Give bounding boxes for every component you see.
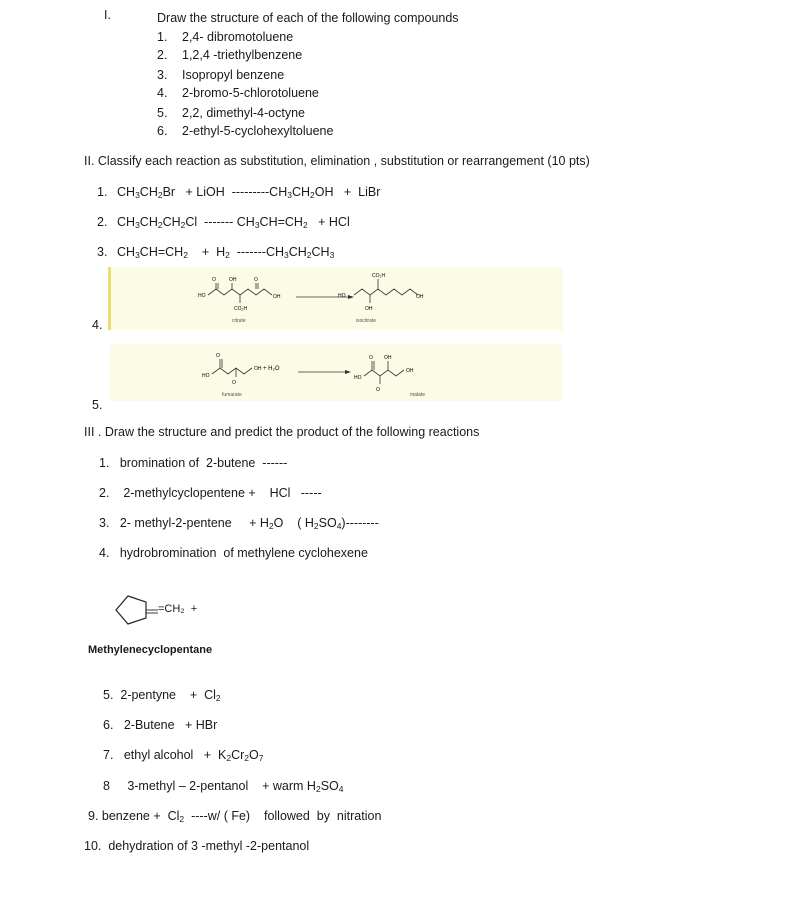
reaction-number: 3. [97,245,108,259]
malate-caption: malate [410,392,426,398]
reaction-item: 5. 2-pentyne + $Cl_2$ [103,688,221,703]
section1-numeral: I. [104,8,111,22]
reaction-item: 10. dehydration of 3 -methyl -2-pentanol [84,839,310,853]
compound-number: 4. [157,86,168,100]
compound-name: 2,2, dimethyl-4-octyne [182,106,305,120]
fumarate-caption: fumarate [222,392,242,398]
reaction-number: 2. [97,215,108,229]
isocitrate-caption: isocitrate [356,318,377,324]
item4-number: 4. [92,318,103,332]
svg-text:OH: OH [365,306,373,312]
compound-name: 1,2,4 -triethylbenzene [182,48,303,62]
svg-text:HO: HO [202,373,210,379]
svg-text:O: O [254,277,258,283]
reaction-equation: $CH_3CH=CH_2$ + $H_2$ $-------CH_3CH_2CH_3$ [117,245,335,260]
compound-name: 2,4- dibromotoluene [182,30,294,44]
svg-text:O: O [232,380,236,386]
compound-name: 2-ethyl-5-cyclohexyltoluene [182,124,334,138]
reaction-item: 2. 2-methylcyclopentene + HCl ----- [99,486,322,500]
section1-heading: Draw the structure of each of the following compounds [157,11,459,25]
reaction-equation: $CH_3CH_2CH_2Cl$ ------- $CH_3CH=CH_2$ + HCl [117,215,350,230]
section3-heading: III . Draw the structure and predict the product of the following reactions [84,425,480,439]
reaction-equation: $CH_3CH_2Br$ + LiOH $---------CH_3CH_2OH$ + LiBr [117,185,381,200]
reaction-item: 3. 2- methyl-2-pentene + $H_2O$ ( $H_2SO_4)--------$ [99,516,379,531]
fumarate-malate-scheme [110,344,562,401]
svg-text:HO: HO [338,293,346,299]
compound-number: 6. [157,124,168,138]
scheme-fumarate-panel [110,344,562,401]
svg-text:OH: OH [406,368,414,374]
svg-text:O: O [376,387,380,393]
reaction-item: 7. ethyl alcohol + $K_2Cr_2O_7$ [103,748,264,763]
citrate-isocitrate-scheme [108,267,563,330]
svg-text:CO₂H: CO₂H [234,306,248,312]
section2-heading: II. Classify each reaction as substitution, elimination , substitution or rearrangement (10 pts) [84,154,590,168]
compound-name: 2-bromo-5-chlorotoluene [182,86,319,100]
reaction-number: 1. [97,185,108,199]
reaction-item: 4. hydrobromination of methylene cyclohexene [99,546,368,560]
compound-number: 5. [157,106,168,120]
reaction-item: 6. 2-Butene + HBr [103,718,218,732]
compound-number: 1. [157,30,168,44]
compound-number: 3. [157,68,168,82]
scheme-citrate-panel [108,267,563,330]
reaction-item: 9. benzene + $Cl_2$ ----w/ ( Fe) followed by nitration [88,809,382,824]
methylene-label: =CH₂ + [158,603,198,615]
svg-text:OH: OH [384,355,392,361]
svg-text:OH: OH [416,294,424,300]
svg-text:O: O [212,277,216,283]
methylenecyclopentane-caption: Methylenecyclopentane [88,644,213,656]
svg-text:OH: OH [229,277,237,283]
svg-text:O: O [216,353,220,359]
svg-text:OH: OH [254,366,262,372]
svg-text:CO₂H: CO₂H [372,273,386,279]
compound-number: 2. [157,48,168,62]
svg-text:HO: HO [354,375,362,381]
svg-text:HO: HO [198,293,206,299]
citrate-caption: citrate [232,318,246,324]
item5-number: 5. [92,398,103,412]
svg-text:O: O [369,355,373,361]
compound-name: Isopropyl benzene [182,68,285,82]
reaction-item: 8 3-methyl – 2-pentanol + warm $H_2SO_4$ [103,779,344,794]
svg-text:OH: OH [273,294,281,300]
reaction-item: 1. bromination of 2-butene ------ [99,456,288,470]
water-reagent: + H₂O [263,366,280,372]
